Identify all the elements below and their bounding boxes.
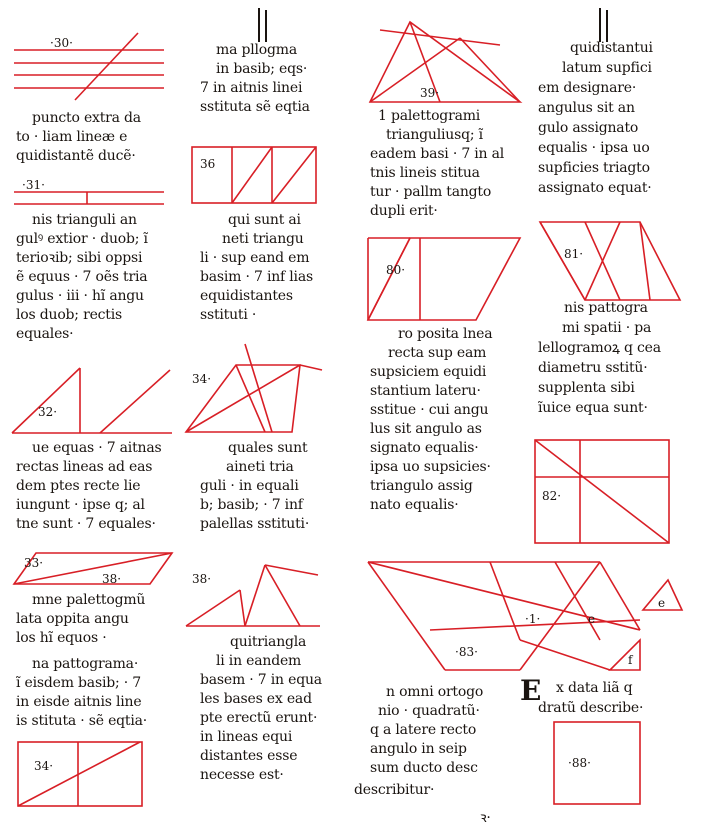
text-line: triangulo assig: [370, 478, 473, 494]
figure-83-e2-label: e: [658, 596, 666, 610]
figure-83-e-label: e: [588, 612, 596, 626]
text-line: is stituta · sẽ eqtia·: [16, 713, 148, 729]
figure-34a-label: 34·: [34, 759, 54, 773]
text-line: tne sunt · 7 equales·: [16, 516, 156, 532]
text-line: basem · 7 in equa: [200, 672, 322, 688]
text-line: iungunt · ipse q; al: [16, 497, 145, 513]
figure-82-label: 82·: [542, 489, 562, 503]
figure-33: [14, 553, 172, 586]
text-line: mne palettogmũ: [32, 592, 146, 608]
text-line: nis pattogra: [564, 300, 648, 316]
text-line: mi spatii · pa: [562, 320, 652, 336]
text-line: angulo in seip: [370, 741, 467, 757]
figure-83-label: ·83·: [455, 645, 478, 659]
text-line: ue equas · 7 aitnas: [32, 440, 162, 456]
text-line: ro posita lnea: [398, 326, 493, 342]
text-line: eadem basi · 7 in al: [370, 146, 505, 162]
text-line: dem ptes recte lie: [16, 478, 141, 494]
text-line: sstituti ·: [200, 307, 257, 323]
text-line: pte erectũ erunt·: [200, 710, 318, 726]
text-line: supficies triagto: [538, 160, 650, 176]
text-line: angulus sit an: [538, 100, 635, 116]
figure-36-label: 36: [200, 157, 216, 171]
text-line: signato equalis·: [370, 440, 479, 456]
text-line: supplenta sibi: [538, 380, 635, 396]
figure-36: [192, 147, 316, 203]
figure-33-label: 33·: [24, 556, 44, 570]
text-line: puncto extra da: [32, 110, 141, 126]
text-line: trianguliusq; ĩ: [386, 127, 483, 143]
text-line: aineti tria: [226, 459, 294, 475]
figure-32-label: 32·: [38, 405, 58, 419]
text-line: gulꝰ extior · duob; ĩ: [16, 231, 148, 247]
figure-39-label: 39·: [420, 86, 440, 100]
text-line: stantium lateru·: [370, 383, 481, 399]
figure-81: [540, 222, 680, 300]
text-line: ipsa uo supsicies·: [370, 459, 491, 475]
text-line: supsiciem equidi: [370, 364, 487, 380]
text-line: dupli erit·: [370, 203, 438, 219]
figure-80-label: 80·: [386, 263, 406, 277]
text-line: ẽ equus · 7 oẽs tria: [16, 269, 148, 285]
text-line: ĩuice equa sunt·: [538, 400, 648, 416]
figure-83-a-label: ·1·: [525, 612, 541, 626]
text-line: sstituta sẽ eqtia: [200, 99, 310, 115]
text-line: guli · in equali: [200, 478, 299, 494]
text-line: quidistantẽ ducẽ·: [16, 148, 136, 164]
text-line: gulo assignato: [538, 120, 639, 136]
text-line: qui sunt ai: [228, 212, 301, 228]
text-line: describitur·: [354, 782, 435, 798]
text-line: n omni ortogo: [386, 684, 484, 700]
figure-32: [12, 368, 172, 433]
text-line: li · sup eand em: [200, 250, 310, 266]
figure-38b-label: 38·: [102, 572, 122, 586]
figure-30-label: ·30·: [50, 36, 73, 50]
figure-34: [186, 344, 322, 432]
text-line: to · liam lineæ e: [16, 129, 128, 145]
text-line: les bases ex ead: [200, 691, 312, 707]
text-line: nis trianguli an: [32, 212, 137, 228]
text-line: li in eandem: [216, 653, 302, 669]
figure-31: [14, 178, 164, 204]
text-line: distantes esse: [200, 748, 298, 764]
figure-80: [368, 238, 520, 320]
text-line: sstitue · cui angu: [370, 402, 489, 418]
text-line: equalis · ipsa uo: [538, 140, 650, 156]
figure-38: [186, 565, 320, 626]
catchword: ꝛ·: [480, 810, 491, 826]
figure-81-label: 81·: [564, 247, 584, 261]
text-line: assignato equat·: [538, 180, 652, 196]
figure-34a: [18, 742, 142, 806]
text-line: palellas sstituti·: [200, 516, 310, 532]
text-line: tnis lineis stitua: [370, 165, 480, 181]
text-line: em designare·: [538, 80, 637, 96]
figure-83: [368, 562, 682, 670]
text-line: na pattograma·: [32, 656, 139, 672]
figure-30: [14, 33, 164, 100]
text-line: basim · 7 inf lias: [200, 269, 313, 285]
figure-88-label: ·88·: [568, 756, 591, 770]
figure-39: [370, 22, 520, 102]
text-line: gulus · iii · hĩ angu: [16, 288, 144, 304]
text-line: 1 palettogrami: [378, 108, 481, 124]
text-line: rectas lineas ad eas: [16, 459, 153, 475]
text-line: lus sit angulo as: [370, 421, 482, 437]
text-line: quitriangla: [230, 634, 307, 650]
text-line: q a latere recto: [370, 722, 477, 738]
drop-cap-letter: E: [520, 674, 542, 707]
figure-82: [535, 440, 669, 543]
text-line: x data liã q: [556, 680, 633, 696]
text-line: equidistantes: [200, 288, 293, 304]
text-line: ma pllogma: [216, 42, 298, 58]
text-line: terioꝛib; sibi oppsi: [16, 250, 143, 266]
text-line: diametru sstitũ·: [538, 360, 648, 376]
text-line: sum ducto desc: [370, 760, 478, 776]
text-line: dratũ describe·: [538, 700, 644, 716]
text-line: lellogramoꝝ q cea: [538, 340, 661, 356]
text-line: equales·: [16, 326, 74, 342]
text-line: quales sunt: [228, 440, 308, 456]
text-line: in eisde aitnis line: [16, 694, 142, 710]
figure-34-label: 34·: [192, 372, 212, 386]
text-line: recta sup eam: [388, 345, 487, 361]
text-line: necesse est·: [200, 767, 284, 783]
figure-88: [554, 722, 640, 804]
text-line: nato equalis·: [370, 497, 459, 513]
text-line: 7 in aitnis linei: [200, 80, 303, 96]
text-line: tur · pallm tangto: [370, 184, 492, 200]
figure-83-f-label: f: [628, 653, 633, 667]
text-line: in lineas equi: [200, 729, 293, 745]
text-line: quidistantui: [570, 40, 653, 56]
figure-31-label: ·31·: [22, 178, 45, 192]
text-line: los hĩ equos ·: [16, 630, 107, 646]
text-line: latum supfici: [562, 60, 652, 76]
text-line: nio · quadratũ·: [378, 703, 480, 719]
text-line: in basib; eqs·: [216, 61, 308, 77]
text-line: los duob; rectis: [16, 307, 122, 323]
text-line: lata oppita angu: [16, 611, 129, 627]
text-line: neti triangu: [222, 231, 304, 247]
figure-38-label: 38·: [192, 572, 212, 586]
text-line: b; basib; · 7 inf: [200, 497, 303, 513]
text-line: ĩ eisdem basib; · 7: [16, 675, 141, 691]
